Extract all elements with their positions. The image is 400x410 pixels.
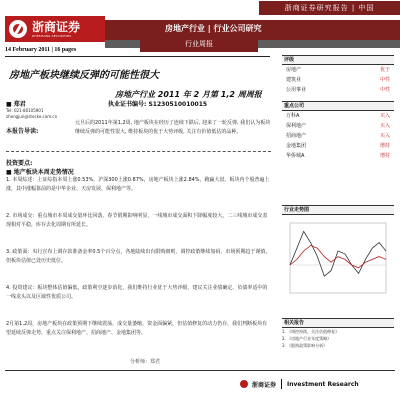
analyst-contact: Tel: 021-80105901 zhengjun@stocke.com.cn bbox=[6, 108, 58, 119]
analyst-name: ■ 郑君 bbox=[6, 101, 26, 108]
footer-signature: 分析师：郑君 bbox=[130, 359, 161, 365]
industry-trend-chart bbox=[282, 205, 394, 303]
report-guide-label: 本报告导读: bbox=[6, 128, 39, 135]
footer-separator bbox=[281, 379, 282, 389]
report-summary: 元旦后的2011年第1,2周, 地产板块在经历了连续下跌后, 迎来了一轮反弹, 我们认为板块继续反弹的可能性很大, 维持板块的优于大势评级, 关注有价值低估的品种。 bbox=[75, 120, 271, 135]
band-title: 房地产行业 | 行业公司研究 bbox=[165, 24, 262, 33]
footer-divider bbox=[5, 370, 395, 371]
rating-row bbox=[282, 75, 394, 85]
company-label: 招商地产 bbox=[286, 133, 307, 139]
right-sidebar bbox=[282, 55, 394, 161]
company-row bbox=[282, 131, 394, 141]
rating-value: 中性 bbox=[379, 87, 390, 93]
company-label: 万科A bbox=[286, 113, 300, 119]
rating-label: 建筑业 bbox=[286, 77, 302, 83]
related-reports bbox=[282, 318, 394, 349]
related-heading: 相关报告 bbox=[282, 318, 394, 328]
company-label: 华侨城A bbox=[286, 153, 305, 159]
paragraph-2: 2. 市场成交：重点城市本周成交量环比回落，春节假期影响明显，一线城市成交面积下降幅度较大，二三线城市成交表现相对平稳，库存去化周期有所延长。 bbox=[6, 213, 268, 228]
paragraph-4: 4. 投资建议：板块整体估值偏低，政策利空逐步消化，我们维持行业优于大势评级，建议关注业绩确定、负债率适中的一线龙头以及区域性优质公司。 bbox=[6, 285, 268, 300]
footer-logo-icon bbox=[240, 380, 248, 388]
section-divider bbox=[6, 151, 271, 152]
logo-text: 浙商证券 bbox=[32, 19, 81, 34]
chart-series-line-1 bbox=[290, 231, 386, 276]
rating-value: 优于 bbox=[379, 67, 390, 73]
paragraph-5: 2月第1,2周，房地产板块在政策预期下继续震荡，成交量萎缩，资金面偏紧，但估值修复的动力仍存，我们判断板块有望延续反弹走势，重点关注保利地产、招商地产、金地集团等。 bbox=[6, 321, 268, 336]
company-logo bbox=[5, 16, 105, 42]
company-row bbox=[282, 111, 394, 121]
footer bbox=[240, 378, 359, 390]
company-label: 金地集团 bbox=[286, 143, 307, 149]
chart-frame bbox=[290, 223, 386, 293]
rating-label: 公用事业 bbox=[286, 87, 307, 93]
company-row bbox=[282, 121, 394, 131]
company-value: 买入 bbox=[379, 123, 390, 129]
company-value: 增持 bbox=[379, 143, 390, 149]
investment-points-heading: 投资要点: bbox=[6, 160, 33, 167]
company-row bbox=[282, 141, 394, 151]
rating-row bbox=[282, 85, 394, 95]
company-value: 买入 bbox=[379, 113, 390, 119]
industry-tab: 行业周报 bbox=[140, 36, 258, 52]
logo-subtext: ZHESHANG SECURITIES bbox=[32, 33, 72, 38]
related-report-item[interactable]: 3. 《限购政策影响分析》 bbox=[282, 343, 328, 348]
top-right-label: 浙商证券研究报告 | 中国 bbox=[259, 1, 400, 15]
paragraph-3: 3. 政策面：央行宣布上调存款准备金率0.5个百分点，各地陆续出台限购细则，调控政策继续加码，市场预期趋于谨慎，但板块估值已处历史低位。 bbox=[6, 249, 271, 264]
chart-title: 行业走势图 bbox=[282, 205, 394, 215]
company-row bbox=[282, 151, 394, 161]
header-divider bbox=[5, 56, 270, 57]
company-label: 保利地产 bbox=[286, 123, 307, 129]
footer-research: Investment Research bbox=[287, 380, 359, 388]
date-line: 14 February 2011 | 16 pages bbox=[5, 47, 77, 53]
paragraph-1: 1. 本周综述：上证综指本周上涨0.53%，沪深300上涨0.87%，房地产板块上涨2.84%，跑赢大盘。板块内个股普遍上涨，其中涨幅靠前的是中华企业、天房发展、保利地产等。 bbox=[6, 177, 270, 192]
company-value: 增持 bbox=[379, 153, 390, 159]
rating-table bbox=[282, 65, 394, 95]
section-subheading: ■ 地产板块本周走势情况 bbox=[6, 169, 74, 176]
key-companies-heading: 重点公司 bbox=[282, 101, 394, 111]
company-value: 买入 bbox=[379, 133, 390, 139]
rating-value: 中性 bbox=[379, 77, 390, 83]
rating-heading: 评级 bbox=[282, 55, 394, 65]
key-companies-table bbox=[282, 111, 394, 161]
report-title: 房地产板块继续反弹的可能性很大 bbox=[9, 70, 159, 81]
rating-label: 房地产 bbox=[286, 67, 302, 73]
logo-icon bbox=[9, 20, 27, 38]
certificate-number: 执业证书编号: S1230510010015 bbox=[108, 101, 208, 108]
related-report-item[interactable]: 1. 《调控持续，关注估值修复》 bbox=[282, 329, 340, 334]
footer-brand: 浙商证券 bbox=[252, 381, 277, 389]
trend-svg bbox=[282, 215, 394, 301]
related-report-item[interactable]: 2. 《房地产行业年度策略》 bbox=[282, 336, 332, 341]
rating-row bbox=[282, 65, 394, 75]
related-list bbox=[282, 328, 394, 349]
report-subtitle: 房地产行业 2011 年 2 月第 1,2 周周报 bbox=[115, 90, 262, 99]
